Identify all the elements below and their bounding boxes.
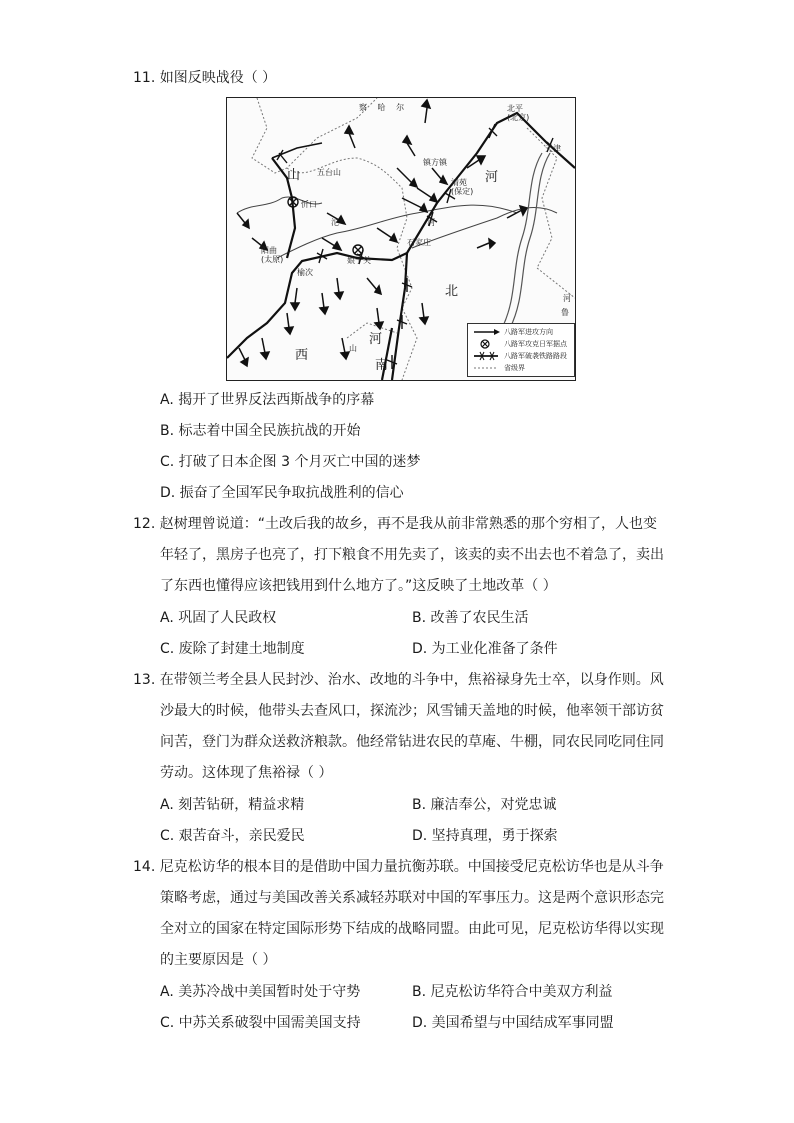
q12-option-c[interactable]: C. 废除了封建土地制度 <box>160 641 305 657</box>
q11-option-a[interactable]: A. 揭开了世界反法西斯战争的序幕 <box>160 392 375 408</box>
q11-option-c[interactable]: C. 打破了日本企图 3 个月灭亡中国的迷梦 <box>160 454 421 470</box>
q12-option-d[interactable]: D. 为工业化准备了条件 <box>412 641 558 657</box>
legend-captured-stronghold: 八路军攻克日军据点 <box>504 340 567 348</box>
q14-line-2: 策略考虑，通过与美国改善关系减轻苏联对中国的军事压力。这是两个意识形态完 <box>160 890 664 906</box>
map-legend <box>467 323 575 377</box>
q13-option-b[interactable]: B. 廉洁奉公，对党忠诚 <box>412 797 557 813</box>
label-wutaishan: 五台山 <box>317 168 341 177</box>
q12-line-2: 年轻了，黑房子也亮了，打下粮食不用先卖了，该卖的卖不出去也不着急了，卖出 <box>160 547 664 563</box>
q11-option-d[interactable]: D. 振奋了全国军民争取抗战胜利的信心 <box>160 485 404 501</box>
q14-option-c[interactable]: C. 中苏关系破裂中国需美国支持 <box>160 1015 361 1031</box>
legend-railway-sabotage: 八路军破袭铁路路段 <box>504 352 567 360</box>
legend-attack-direction: 八路军进攻方向 <box>504 328 553 336</box>
q13-line-3: 问苦，登门为群众送救济粮款。他经常钻进农民的草庵、牛棚，同农民同吃同住同 <box>160 734 664 750</box>
q14-line-1: 14. 尼克松访华的根本目的是借助中国力量抗衡苏联。中国接受尼克松访华也是从斗争 <box>133 859 664 875</box>
label-xinkou: 忻口 <box>301 200 317 209</box>
label-shan: 山 <box>287 168 301 183</box>
label-he-top: 河 <box>485 170 499 185</box>
label-zhenfangzhen: 镇方镇 <box>423 158 447 167</box>
label-he-mid: 河 <box>427 218 435 227</box>
label-nan: 南 <box>375 358 389 373</box>
q12-option-b[interactable]: B. 改善了农民生活 <box>412 610 529 626</box>
q13-option-d[interactable]: D. 坚持真理，勇于探索 <box>412 828 558 844</box>
q12-line-3: 了东西也懂得应该把钱用到什么地方了。”这反映了土地改革（ ） <box>160 578 557 594</box>
label-hu: 沱 <box>331 218 339 227</box>
q14-line-3: 全对立的国家在特定国际形势下结成的战略同盟。由此可见，尼克松访华得以实现 <box>160 921 664 937</box>
label-yangqu: 阳曲 (太原) <box>261 246 284 264</box>
label-xi: 西 <box>295 348 309 363</box>
q12-option-a[interactable]: A. 巩固了人民政权 <box>160 610 277 626</box>
question-11-stem: 11. 如图反映战役（ ） <box>133 70 277 86</box>
q14-option-b[interactable]: B. 尼克松访华符合中美双方利益 <box>412 984 613 1000</box>
label-bei: 北 <box>445 284 459 299</box>
q11-option-b[interactable]: B. 标志着中国全民族抗战的开始 <box>160 423 361 439</box>
label-shijiazhuang: 石家庄 <box>407 238 431 247</box>
label-qingyuan: 清苑 (保定) <box>451 178 474 196</box>
q14-line-4: 的主要原因是（ ） <box>160 952 277 968</box>
legend-symbols <box>470 324 506 376</box>
q13-option-c[interactable]: C. 艰苦奋斗，亲民爱民 <box>160 828 305 844</box>
label-tianjin: 天津 <box>545 144 561 153</box>
q14-option-a[interactable]: A. 美苏冷战中美国暂时处于守势 <box>160 984 361 1000</box>
q13-option-a[interactable]: A. 刻苦钻研，精益求精 <box>160 797 305 813</box>
battle-map <box>226 97 576 381</box>
q12-line-1: 12. 赵树理曾说道：“土改后我的故乡，再不是我从前非常熟悉的那个穷相了，人也变 <box>133 516 657 532</box>
label-lu: 鲁 <box>561 308 569 317</box>
label-chahaer: 察 哈 尔 <box>359 103 409 112</box>
q14-option-d[interactable]: D. 美国希望与中国结成军事同盟 <box>412 1015 614 1031</box>
label-beiping: 北平 (北京) <box>507 104 530 122</box>
q13-line-4: 劳动。这体现了焦裕禄（ ） <box>160 765 333 781</box>
legend-province-border: 省级界 <box>504 364 525 372</box>
label-yuci: 榆次 <box>297 268 313 277</box>
q13-line-1: 13. 在带领兰考全县人民封沙、治水、改地的斗争中，焦裕禄身先士卒，以身作则。风 <box>133 672 664 688</box>
q13-line-2: 沙最大的时候，他带头去查风口，探流沙；风雪铺天盖地的时候，他率领干部访贫 <box>160 703 664 719</box>
label-he-right: 河 <box>563 294 571 303</box>
label-niangziguan: 娘子关 <box>347 256 371 265</box>
label-he-low: 河 <box>369 332 383 347</box>
label-shan-small: 山 <box>349 344 357 353</box>
